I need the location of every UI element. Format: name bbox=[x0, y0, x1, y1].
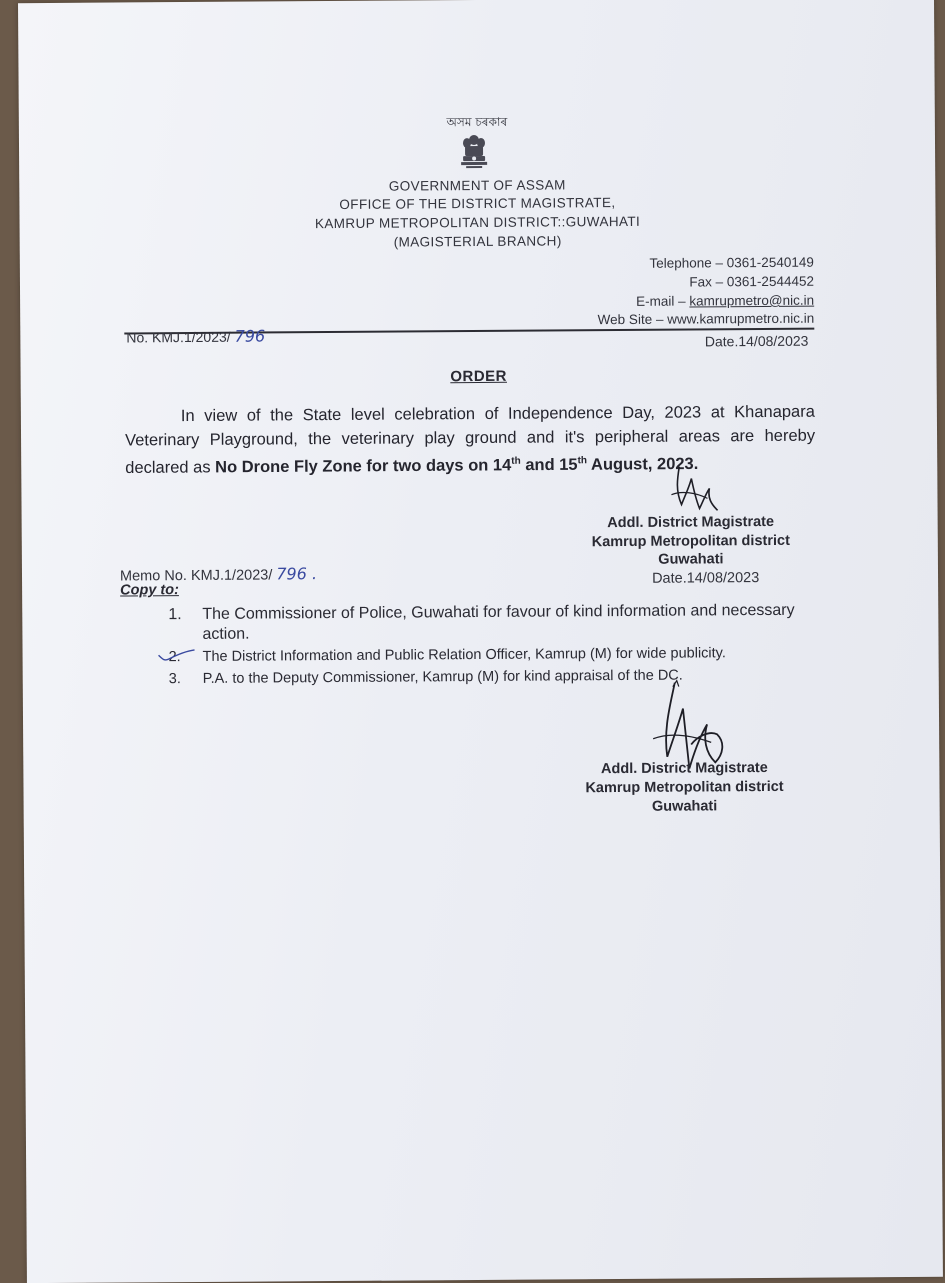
signatory-1-district: Kamrup Metropolitan district bbox=[591, 532, 790, 551]
order-date: Date.14/08/2023 bbox=[704, 332, 809, 350]
header-line-2: OFFICE OF THE DISTRICT MAGISTRATE, bbox=[339, 195, 616, 212]
order-number bbox=[126, 326, 265, 346]
memo-number-prefix: Memo No. KMJ.1/2023/ bbox=[119, 567, 273, 585]
order-bold-3: August, 2023. bbox=[586, 454, 699, 474]
copy-item bbox=[169, 643, 809, 667]
copy-item-number: 1. bbox=[168, 606, 182, 624]
order-heading: ORDER bbox=[450, 367, 508, 386]
email-line bbox=[636, 293, 814, 309]
email-link[interactable]: kamrupmetro@nic.in bbox=[689, 292, 815, 309]
assamese-title: অসম চৰকাৰ bbox=[446, 114, 508, 130]
header-line-4: (MAGISTERIAL BRANCH) bbox=[393, 233, 562, 250]
order-bold-1: No Drone Fly Zone for two days on 14 bbox=[215, 456, 512, 477]
order-number-prefix: No. KMJ.1/2023/ bbox=[126, 328, 231, 346]
signatory-1-place: Guwahati bbox=[658, 551, 724, 568]
copy-item-number-text: 2. bbox=[168, 649, 181, 666]
document-page bbox=[18, 0, 943, 1283]
order-sup-1: th bbox=[511, 455, 521, 467]
order-bold-2: and 15 bbox=[520, 455, 578, 475]
header-line-1: GOVERNMENT OF ASSAM bbox=[388, 177, 566, 194]
fax: Fax – 0361-2544452 bbox=[689, 273, 815, 290]
signatory-2-place: Guwahati bbox=[651, 798, 718, 815]
order-text: In view of the State level celebration of Independence Day, 2023 at Khanapara Veterinary Playground, the veterinary play ground and it's peripheral areas are hereby declared as bbox=[125, 402, 816, 477]
header-line-3: KAMRUP METROPOLITAN DISTRICT::GUWAHATI bbox=[314, 213, 641, 232]
signatory-2-district: Kamrup Metropolitan district bbox=[585, 778, 784, 797]
website: Web Site – www.kamrupmetro.nic.in bbox=[597, 310, 815, 328]
copy-item-text: The District Information and Public Relation Officer, Kamrup (M) for wide publicity. bbox=[202, 645, 726, 665]
tick-mark-icon bbox=[157, 649, 197, 665]
order-number-handwritten: 796 bbox=[234, 326, 266, 346]
emblem-icon bbox=[457, 134, 491, 172]
copy-list bbox=[168, 601, 809, 689]
copy-to-label: Copy to: bbox=[120, 582, 179, 599]
memo-date: Date.14/08/2023 bbox=[651, 570, 760, 587]
copy-item bbox=[168, 601, 808, 645]
order-sup-2: th bbox=[577, 455, 588, 467]
telephone: Telephone – 0361-2540149 bbox=[649, 254, 814, 271]
copy-item-text: P.A. to the Deputy Commissioner, Kamrup (M) for kind appraisal of the DC. bbox=[202, 667, 683, 687]
signatory-1-title: Addl. District Magistrate bbox=[607, 513, 775, 532]
email-label: E-mail – bbox=[636, 293, 690, 309]
copy-item-number bbox=[169, 647, 203, 667]
signature-1-icon bbox=[661, 464, 721, 514]
signatory-2-title: Addl. District Magistrate bbox=[600, 759, 768, 778]
copy-item-number: 3. bbox=[168, 671, 181, 688]
memo-number-handwritten: 796 . bbox=[276, 564, 318, 584]
copy-item-text: The Commissioner of Police, Guwahati for favour of kind information and necessary action. bbox=[202, 601, 795, 643]
